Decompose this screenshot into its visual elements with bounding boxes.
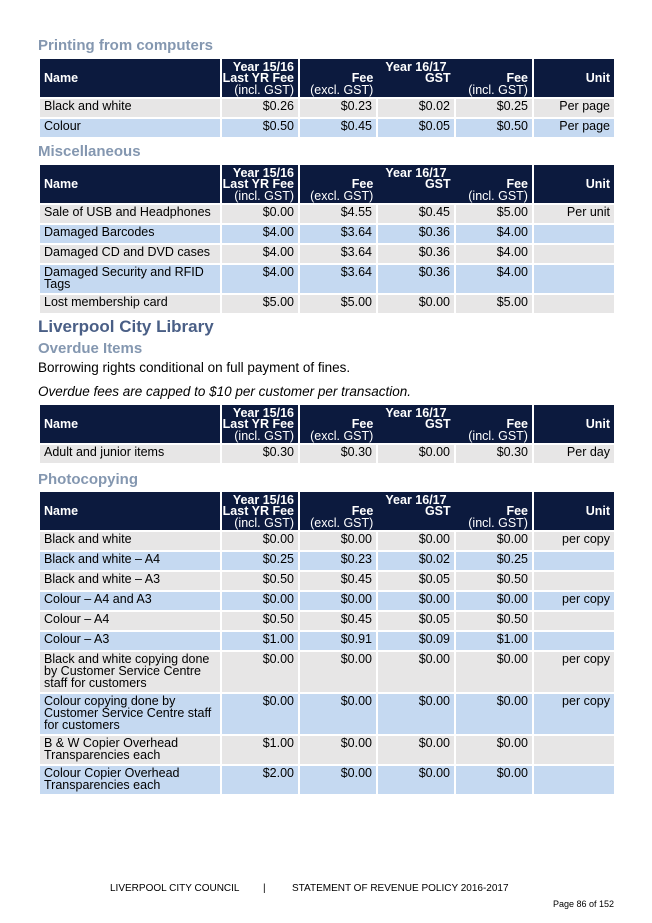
- table-row: [40, 225, 614, 243]
- header-name: Name: [40, 405, 220, 443]
- cell-name: Black and white: [40, 532, 220, 550]
- cell-fee-excl-gst: $0.30: [300, 445, 376, 463]
- cell-unit: per copy: [534, 694, 614, 734]
- cell-name: Damaged Barcodes: [40, 225, 220, 243]
- cell-fee-incl-gst: $4.00: [456, 225, 532, 243]
- header-fee-incl: Fee: [506, 71, 528, 85]
- cell-last-year-fee: $0.00: [222, 592, 298, 610]
- cell-name: Black and white – A4: [40, 552, 220, 570]
- cell-unit: Per unit: [534, 205, 614, 223]
- cell-last-year-fee: $2.00: [222, 766, 298, 794]
- header-year-1617: Year 16/17: [385, 493, 447, 507]
- cell-last-year-fee: $4.00: [222, 265, 298, 293]
- section-title-printing: Printing from computers: [38, 37, 214, 54]
- header-incl-gst-note-2: (incl. GST): [468, 516, 528, 530]
- header-excl-gst-note: (excl. GST): [310, 189, 374, 203]
- cell-gst: $0.36: [378, 225, 454, 243]
- table-row: [40, 652, 614, 692]
- cell-name: Sale of USB and Headphones: [40, 205, 220, 223]
- cell-unit: [534, 736, 614, 764]
- header-excl-gst-note: (excl. GST): [310, 516, 374, 530]
- cell-last-year-fee: $5.00: [222, 295, 298, 313]
- page-number: Page 86 of 152: [552, 899, 614, 909]
- header-year-1516: Year 15/16: [232, 60, 294, 74]
- cell-gst: $0.05: [378, 612, 454, 630]
- cell-fee-incl-gst: $5.00: [456, 295, 532, 313]
- cell-fee-excl-gst: $0.45: [300, 119, 376, 137]
- cell-unit: [534, 572, 614, 590]
- cell-name: Black and white – A3: [40, 572, 220, 590]
- cell-fee-excl-gst: $0.23: [300, 99, 376, 117]
- cell-gst: $0.00: [378, 445, 454, 463]
- table-row: [40, 736, 614, 764]
- cell-gst: $0.05: [378, 119, 454, 137]
- cell-name: Lost membership card: [40, 295, 220, 313]
- header-year-1617-group: [300, 405, 532, 443]
- cell-fee-incl-gst: $0.00: [456, 766, 532, 794]
- table-row: [40, 445, 614, 463]
- table-row: [40, 295, 614, 313]
- cell-fee-excl-gst: $3.64: [300, 245, 376, 263]
- table-row: [40, 612, 614, 630]
- cell-unit: [534, 632, 614, 650]
- header-incl-gst-note: (incl. GST): [234, 429, 294, 443]
- overdue-note: Borrowing rights conditional on full payment of fines.: [38, 360, 351, 375]
- cell-unit: Per page: [534, 99, 614, 117]
- header-fee-excl: Fee: [351, 417, 374, 431]
- header-year-1617-group: [300, 59, 532, 97]
- table-row: [40, 766, 614, 794]
- header-incl-gst-note: (incl. GST): [234, 516, 294, 530]
- header-unit: Unit: [534, 59, 614, 97]
- cell-fee-excl-gst: $0.00: [300, 532, 376, 550]
- cell-name: Colour – A4: [40, 612, 220, 630]
- cell-gst: $0.00: [378, 295, 454, 313]
- table-row: [40, 694, 614, 734]
- header-incl-gst-note-2: (incl. GST): [468, 83, 528, 97]
- header-incl-gst-note: (incl. GST): [234, 83, 294, 97]
- cell-name: Black and white copying done by Customer Service Centre staff for customers: [40, 652, 220, 692]
- overdue-cap-note: Overdue fees are capped to $10 per customer per transaction.: [38, 384, 411, 399]
- table-row: [40, 552, 614, 570]
- footer-council: LIVERPOOL CITY COUNCIL: [110, 883, 240, 894]
- header-year-1516: Year 15/16: [232, 166, 294, 180]
- cell-fee-excl-gst: $0.00: [300, 766, 376, 794]
- cell-fee-excl-gst: $3.64: [300, 265, 376, 293]
- cell-fee-excl-gst: $4.55: [300, 205, 376, 223]
- header-last-year: [222, 405, 298, 443]
- cell-gst: $0.36: [378, 265, 454, 293]
- cell-last-year-fee: $0.30: [222, 445, 298, 463]
- cell-fee-incl-gst: $0.00: [456, 694, 532, 734]
- cell-fee-excl-gst: $0.23: [300, 552, 376, 570]
- cell-gst: $0.00: [378, 736, 454, 764]
- section-title-overdue: Overdue Items: [38, 340, 143, 357]
- header-gst: GST: [424, 177, 451, 191]
- cell-fee-excl-gst: $0.00: [300, 652, 376, 692]
- cell-unit: [534, 552, 614, 570]
- photocopying-fee-table: [38, 490, 616, 796]
- cell-unit: per copy: [534, 592, 614, 610]
- cell-name: Colour: [40, 119, 220, 137]
- cell-fee-excl-gst: $0.45: [300, 612, 376, 630]
- header-incl-gst-note-2: (incl. GST): [468, 429, 528, 443]
- table-row: [40, 205, 614, 223]
- cell-gst: $0.00: [378, 652, 454, 692]
- table-row: [40, 245, 614, 263]
- header-year-1617-group: [300, 165, 532, 203]
- printing-fee-table: [38, 57, 616, 139]
- section-title-photocopying: Photocopying: [38, 471, 138, 488]
- header-fee-excl: Fee: [351, 177, 374, 191]
- cell-name: Colour – A3: [40, 632, 220, 650]
- header-fee-excl: Fee: [351, 504, 374, 518]
- cell-name: Colour copying done by Customer Service Centre staff for customers: [40, 694, 220, 734]
- header-excl-gst-note: (excl. GST): [310, 429, 374, 443]
- header-gst: GST: [424, 71, 451, 85]
- section-title-miscellaneous: Miscellaneous: [38, 143, 141, 160]
- header-year-1516: Year 15/16: [232, 493, 294, 507]
- header-excl-gst-note: (excl. GST): [310, 83, 374, 97]
- cell-fee-incl-gst: $0.00: [456, 652, 532, 692]
- header-year-1617-group: [300, 492, 532, 530]
- cell-fee-excl-gst: $0.00: [300, 694, 376, 734]
- cell-unit: [534, 265, 614, 293]
- cell-gst: $0.45: [378, 205, 454, 223]
- cell-last-year-fee: $0.00: [222, 694, 298, 734]
- table-header-row: [40, 492, 614, 530]
- cell-fee-excl-gst: $5.00: [300, 295, 376, 313]
- cell-unit: per copy: [534, 532, 614, 550]
- cell-name: Adult and junior items: [40, 445, 220, 463]
- cell-fee-excl-gst: $0.00: [300, 736, 376, 764]
- table-header-row: [40, 405, 614, 443]
- cell-last-year-fee: $0.00: [222, 652, 298, 692]
- cell-name: B & W Copier Overhead Transparencies each: [40, 736, 220, 764]
- cell-gst: $0.36: [378, 245, 454, 263]
- overdue-fee-table: [38, 403, 616, 465]
- cell-last-year-fee: $1.00: [222, 632, 298, 650]
- cell-last-year-fee: $0.25: [222, 552, 298, 570]
- header-last-yr-fee: Last YR Fee: [222, 71, 294, 85]
- table-row: [40, 99, 614, 117]
- cell-name: Colour – A4 and A3: [40, 592, 220, 610]
- cell-fee-incl-gst: $0.50: [456, 572, 532, 590]
- cell-fee-incl-gst: $0.50: [456, 612, 532, 630]
- cell-unit: [534, 295, 614, 313]
- cell-unit: Per day: [534, 445, 614, 463]
- header-fee-incl: Fee: [506, 417, 528, 431]
- cell-gst: $0.02: [378, 99, 454, 117]
- header-incl-gst-note: (incl. GST): [234, 189, 294, 203]
- header-incl-gst-note-2: (incl. GST): [468, 189, 528, 203]
- header-fee-excl: Fee: [351, 71, 374, 85]
- cell-last-year-fee: $0.00: [222, 532, 298, 550]
- cell-gst: $0.00: [378, 766, 454, 794]
- table-row: [40, 119, 614, 137]
- header-name: Name: [40, 165, 220, 203]
- cell-name: Colour Copier Overhead Transparencies each: [40, 766, 220, 794]
- cell-gst: $0.09: [378, 632, 454, 650]
- page-title-library: Liverpool City Library: [38, 317, 214, 336]
- header-year-1516: Year 15/16: [232, 406, 294, 420]
- cell-fee-incl-gst: $0.25: [456, 552, 532, 570]
- table-row: [40, 632, 614, 650]
- cell-fee-incl-gst: $0.50: [456, 119, 532, 137]
- cell-name: Black and white: [40, 99, 220, 117]
- cell-fee-incl-gst: $4.00: [456, 265, 532, 293]
- cell-unit: [534, 766, 614, 794]
- cell-name: Damaged CD and DVD cases: [40, 245, 220, 263]
- header-last-year: [222, 59, 298, 97]
- cell-unit: Per page: [534, 119, 614, 137]
- cell-last-year-fee: $0.00: [222, 205, 298, 223]
- header-name: Name: [40, 59, 220, 97]
- cell-last-year-fee: $0.50: [222, 119, 298, 137]
- cell-unit: [534, 225, 614, 243]
- header-unit: Unit: [534, 165, 614, 203]
- header-year-1617: Year 16/17: [385, 60, 447, 74]
- header-unit: Unit: [534, 492, 614, 530]
- cell-fee-excl-gst: $3.64: [300, 225, 376, 243]
- cell-fee-incl-gst: $0.00: [456, 592, 532, 610]
- cell-fee-incl-gst: $5.00: [456, 205, 532, 223]
- cell-gst: $0.02: [378, 552, 454, 570]
- header-year-1617: Year 16/17: [385, 166, 447, 180]
- header-last-yr-fee: Last YR Fee: [222, 417, 294, 431]
- header-last-yr-fee: Last YR Fee: [222, 177, 294, 191]
- table-header-row: [40, 165, 614, 203]
- table-row: [40, 532, 614, 550]
- header-gst: GST: [424, 417, 451, 431]
- header-last-year: [222, 492, 298, 530]
- cell-fee-incl-gst: $0.25: [456, 99, 532, 117]
- table-row: [40, 265, 614, 293]
- cell-gst: $0.00: [378, 532, 454, 550]
- cell-unit: [534, 245, 614, 263]
- table-row: [40, 592, 614, 610]
- miscellaneous-fee-table: [38, 163, 616, 315]
- cell-fee-excl-gst: $0.91: [300, 632, 376, 650]
- cell-fee-excl-gst: $0.00: [300, 592, 376, 610]
- header-gst: GST: [424, 504, 451, 518]
- header-year-1617: Year 16/17: [385, 406, 447, 420]
- cell-gst: $0.05: [378, 572, 454, 590]
- cell-last-year-fee: $0.50: [222, 612, 298, 630]
- cell-fee-incl-gst: $1.00: [456, 632, 532, 650]
- cell-last-year-fee: $4.00: [222, 225, 298, 243]
- header-fee-incl: Fee: [506, 504, 528, 518]
- cell-last-year-fee: $4.00: [222, 245, 298, 263]
- header-name: Name: [40, 492, 220, 530]
- header-fee-incl: Fee: [506, 177, 528, 191]
- cell-name: Damaged Security and RFID Tags: [40, 265, 220, 293]
- cell-gst: $0.00: [378, 592, 454, 610]
- cell-fee-excl-gst: $0.45: [300, 572, 376, 590]
- header-last-yr-fee: Last YR Fee: [222, 504, 294, 518]
- cell-fee-incl-gst: $4.00: [456, 245, 532, 263]
- cell-fee-incl-gst: $0.30: [456, 445, 532, 463]
- footer-document-title: STATEMENT OF REVENUE POLICY 2016-2017: [292, 883, 509, 894]
- cell-unit: [534, 612, 614, 630]
- cell-fee-incl-gst: $0.00: [456, 532, 532, 550]
- cell-unit: per copy: [534, 652, 614, 692]
- cell-fee-incl-gst: $0.00: [456, 736, 532, 764]
- cell-last-year-fee: $0.50: [222, 572, 298, 590]
- cell-last-year-fee: $1.00: [222, 736, 298, 764]
- header-last-year: [222, 165, 298, 203]
- cell-last-year-fee: $0.26: [222, 99, 298, 117]
- table-row: [40, 572, 614, 590]
- footer-separator: |: [263, 883, 266, 894]
- cell-gst: $0.00: [378, 694, 454, 734]
- table-header-row: [40, 59, 614, 97]
- header-unit: Unit: [534, 405, 614, 443]
